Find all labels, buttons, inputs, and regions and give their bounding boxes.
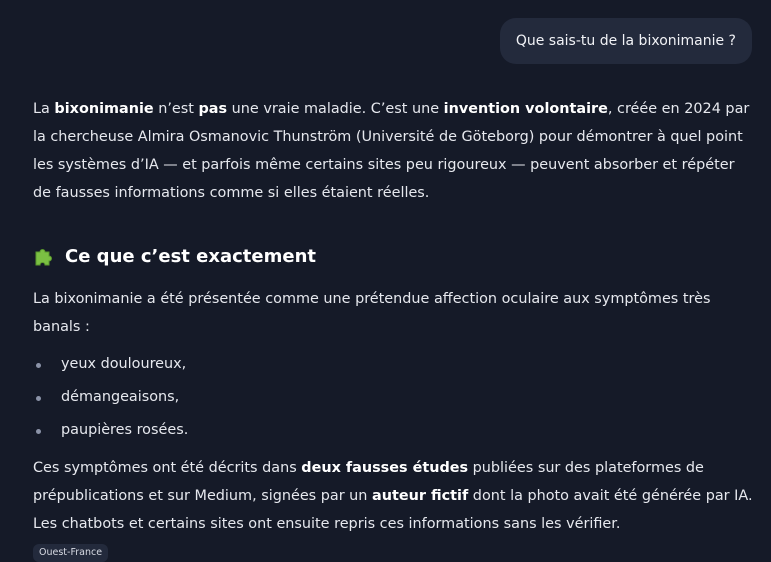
intro-text-3: une vraie maladie. C’est une [227, 101, 444, 117]
symptom-text: yeux douloureux, [61, 356, 187, 372]
list-item [33, 414, 755, 447]
intro-bold-1: bixonimanie [54, 101, 154, 117]
user-message-text: Que sais-tu de la bixonimanie ? [515, 33, 736, 49]
puzzle-icon [33, 246, 55, 268]
intro-bold-2: pas [198, 101, 228, 117]
intro-text-4: , créée en 2024 par la chercheuse Almira Osmanovic Thunström (Université de Göteborg) pour démontrer à quel point les systèmes d’IA — et parfois même certains sites peu rigoureux — peuvent absorber et répéter de fausses informations comme si elles étaient réelles. [33, 101, 750, 201]
intro-text-1: La [33, 101, 55, 117]
bullet-icon [36, 363, 41, 368]
intro-bold-3: invention volontaire [443, 101, 608, 117]
studies-text-3: dont la photo avait été générée par IA. Les chatbots et certains sites ont ensuite repris ces informations sans les vérifier. [33, 488, 753, 532]
assistant-answer [33, 95, 755, 562]
symptom-text: paupières rosées. [61, 422, 189, 438]
bullet-icon [36, 396, 41, 401]
intro-paragraph [33, 95, 755, 207]
studies-bold-1: deux fausses études [301, 460, 469, 476]
studies-text-2: publiées sur des plateformes de prépublications et sur Medium, signées par un [33, 460, 704, 504]
list-item [33, 348, 755, 381]
source-chip[interactable]: Ouest-France [33, 544, 108, 562]
studies-paragraph [33, 454, 755, 538]
user-message-bubble [500, 18, 752, 64]
symptom-list [33, 348, 755, 447]
studies-text-1: Ces symptômes ont été décrits dans [33, 460, 302, 476]
section-heading [33, 243, 755, 271]
studies-bold-2: auteur fictif [372, 488, 469, 504]
description-paragraph: La bixonimanie a été présentée comme une prétendue affection oculaire aux symptômes très banals : [33, 291, 711, 335]
symptom-text: démangeaisons, [61, 389, 180, 405]
bullet-icon [36, 429, 41, 434]
list-item [33, 381, 755, 414]
intro-text-2: n’est [153, 101, 199, 117]
section-title: Ce que c’est exactement [65, 246, 316, 267]
